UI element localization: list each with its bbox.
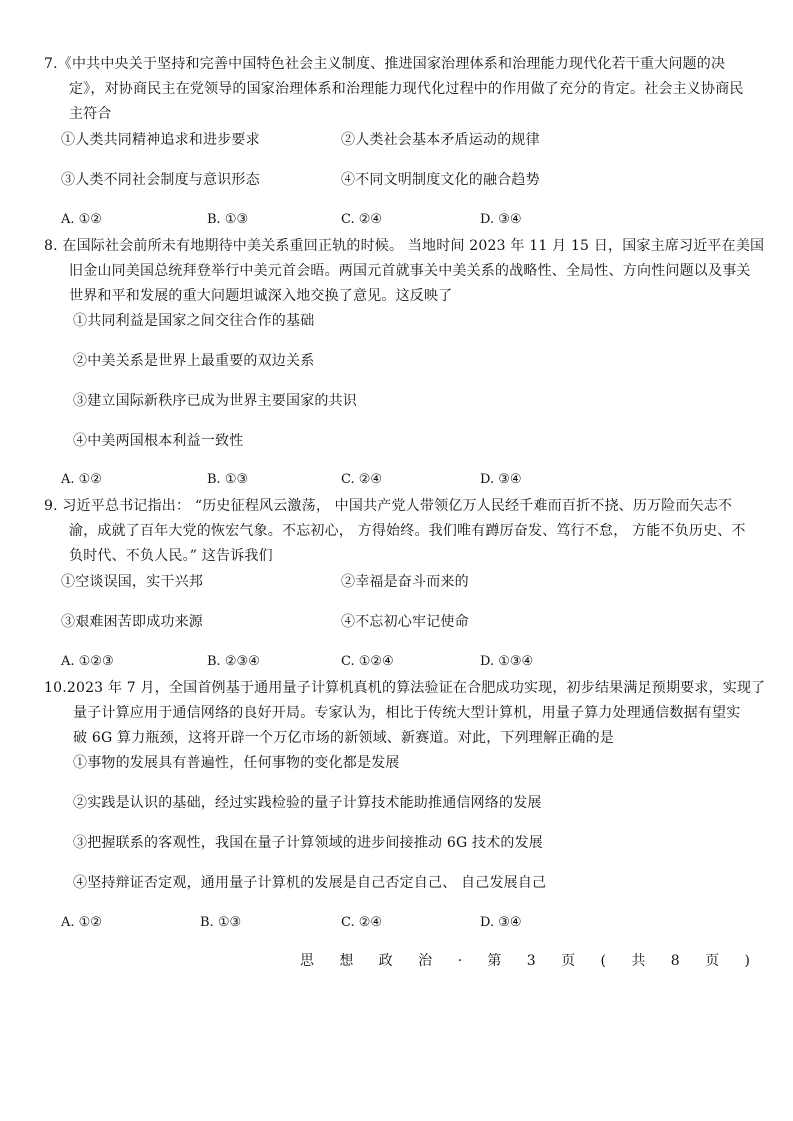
choice-b: B. ①③ (207, 212, 249, 227)
choice-a: A. ①② (61, 472, 102, 487)
footer-page-number: 3 (526, 953, 536, 969)
statement-1: ①事物的发展具有普遍性，任何事物的变化都是发展 (73, 755, 400, 771)
footer-char: 第 (487, 953, 502, 969)
footer-char: 治 (418, 953, 433, 969)
footer-char: ( (600, 953, 606, 969)
question-7-line-2: 定》，对协商民主在党领导的国家治理体系和治理能力现代化过程中的作用做了充分的肯定。社会主义协商民 (69, 81, 744, 97)
statement-4: ④坚持辩证否定观，通用量子计算机的发展是自己否定自己、 自己发展自己 (73, 875, 547, 891)
choice-b: B. ②③④ (207, 654, 260, 669)
choice-d: D. ③④ (480, 472, 522, 487)
question-7-line-3: 主符合 (69, 106, 112, 122)
footer-char: 政 (378, 953, 393, 969)
choice-c: C. ②④ (341, 915, 383, 930)
question-8-line-3: 世界和平和发展的重大问题坦诚深入地交换了意见。这反映了 (69, 288, 453, 304)
page-footer (300, 952, 750, 970)
question-7-line-1: 7.《中共中央关于坚持和完善中国特色社会主义制度、推进国家治理体系和治理能力现代化若干重大问题的决 (44, 56, 726, 72)
statement-3: ③建立国际新秩序已成为世界主要国家的共识 (73, 393, 357, 409)
question-8-line-1: 8. 在国际社会前所未有地期待中美关系重回正轨的时候。 当地时间 2023 年 11 月 15 日，国家主席习近平在美国 (44, 238, 765, 254)
question-10-line-1: 10.2023 年 7 月，全国首例基于通用量子计算机真机的算法验证在合肥成功实现，初步结果满足预期要求，实现了 (44, 680, 766, 696)
statement-2: ②中美关系是世界上最重要的双边关系 (73, 353, 315, 369)
statement-4: ④中美两国根本利益一致性 (73, 433, 244, 449)
choice-c: C. ①②④ (341, 654, 394, 669)
statement-1: ①共同利益是国家之间交往合作的基础 (73, 313, 315, 329)
footer-char: 思 (300, 953, 314, 969)
choice-d: D. ③④ (480, 915, 522, 930)
question-8-line-2: 旧金山同美国总统拜登举行中美元首会晤。两国元首就事关中美关系的战略性、全局性、方向性问题以及事关 (69, 263, 751, 279)
statement-3: ③人类不同社会制度与意识形态 (61, 172, 260, 188)
footer-total-pages: 8 (670, 953, 680, 969)
statement-3: ③艰难困苦即成功来源 (61, 614, 203, 630)
statement-2: ②实践是认识的基础，经过实践检验的量子计算技术能助推通信网络的发展 (73, 795, 542, 811)
question-9-line-2: 渝，成就了百年大党的恢宏气象。不忘初心， 方得始终。我们唯有蹲厉奋发、笃行不怠， 方能不负历史、不 (69, 523, 746, 539)
statement-4: ④不同文明制度文化的融合趋势 (341, 172, 540, 188)
statement-1: ①空谈误国，实干兴邦 (61, 574, 203, 590)
choice-c: C. ②④ (341, 472, 383, 487)
question-9-line-3: 负时代、不负人民。” 这告诉我们 (69, 548, 273, 564)
question-10-line-3: 破 6G 算力瓶颈，这将开辟一个万亿市场的新领域、新赛道。对此，下列理解正确的是 (73, 730, 614, 746)
footer-char: · (457, 953, 463, 969)
footer-char: ) (744, 953, 750, 969)
choice-a: A. ①② (61, 212, 102, 227)
choice-b: B. ①③ (200, 915, 242, 930)
choice-d: D. ③④ (480, 212, 522, 227)
footer-char: 想 (339, 953, 354, 969)
statement-2: ②人类社会基本矛盾运动的规律 (341, 132, 540, 148)
choice-c: C. ②④ (341, 212, 383, 227)
question-10-line-2: 量子计算应用于通信网络的良好开局。专家认为，相比于传统大型计算机，用量子算力处理通信数据有望实 (73, 705, 741, 721)
choice-a: A. ①② (61, 915, 102, 930)
choice-a: A. ①②③ (61, 654, 114, 669)
choice-d: D. ①③④ (480, 654, 534, 669)
choice-b: B. ①③ (207, 472, 249, 487)
question-9-line-1: 9. 习近平总书记指出： “历史征程风云激荡， 中国共产党人带领亿万人民经千难而百折不挠、历万险而矢志不 (44, 498, 733, 514)
footer-char: 共 (631, 953, 646, 969)
statement-2: ②幸福是奋斗而来的 (341, 574, 469, 590)
statement-3: ③把握联系的客观性，我国在量子计算领域的进步间接推动 6G 技术的发展 (73, 835, 543, 851)
statement-4: ④不忘初心牢记使命 (341, 614, 469, 630)
footer-char: 页 (705, 953, 720, 969)
statement-1: ①人类共同精神追求和进步要求 (61, 132, 260, 148)
footer-char: 页 (561, 953, 576, 969)
